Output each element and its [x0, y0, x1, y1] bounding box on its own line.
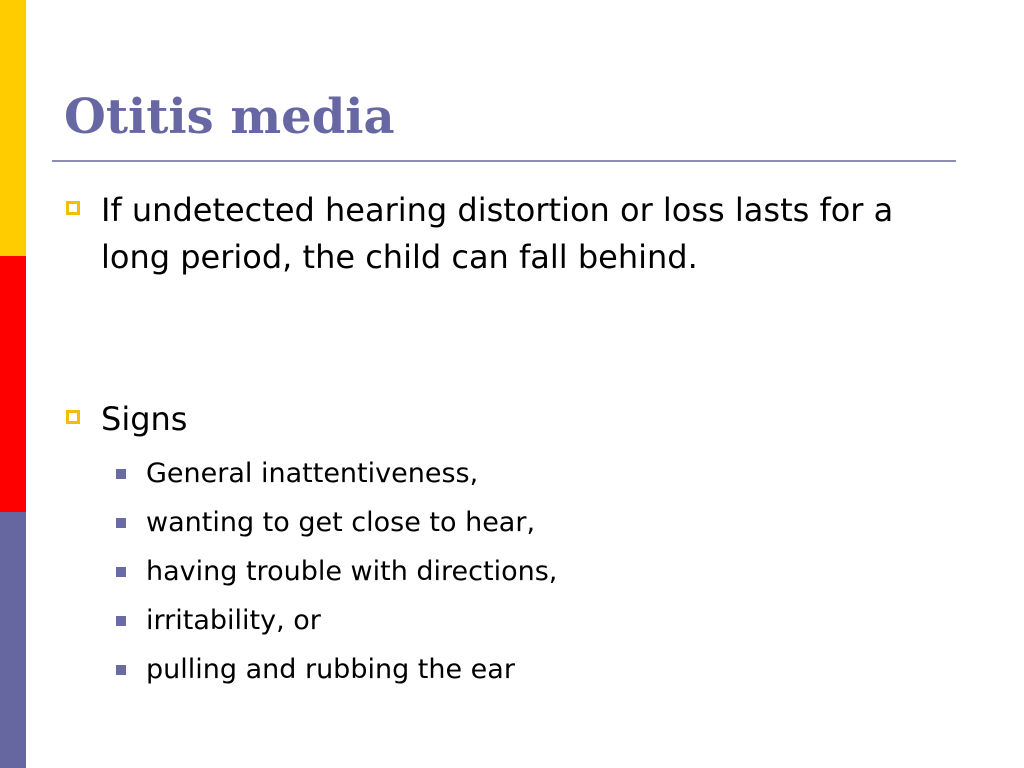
accent-segment-red: [0, 256, 26, 512]
sub-bullet-item: [116, 547, 557, 596]
filled-square-bullet-icon: [116, 469, 126, 479]
sub-bullet-text: pulling and rubbing the ear: [146, 654, 515, 685]
hollow-square-bullet-icon: [66, 410, 80, 424]
sub-bullet-item: [116, 645, 557, 694]
sub-bullet-text: wanting to get close to hear,: [146, 507, 536, 538]
bullet-item: [66, 396, 901, 443]
sub-bullet-item: [116, 498, 557, 547]
sub-bullet-item: [116, 449, 557, 498]
sub-bullet-text: irritability, or: [146, 605, 321, 636]
accent-segment-purple: [0, 512, 26, 768]
slide-title: Otitis media: [64, 89, 395, 145]
bullet-text: If undetected hearing distortion or loss lasts for a long period, the child can fall behind.: [101, 191, 894, 276]
filled-square-bullet-icon: [116, 567, 126, 577]
sub-bullet-item: [116, 596, 557, 645]
bullet-text: Signs: [101, 400, 188, 438]
accent-segment-yellow: [0, 0, 26, 256]
filled-square-bullet-icon: [116, 616, 126, 626]
filled-square-bullet-icon: [116, 518, 126, 528]
sub-bullet-text: General inattentiveness,: [146, 458, 479, 489]
hollow-square-bullet-icon: [66, 201, 80, 215]
side-accent-bar: [0, 0, 26, 768]
sub-bullet-text: having trouble with directions,: [146, 556, 558, 587]
bullet-item: [66, 187, 901, 281]
filled-square-bullet-icon: [116, 665, 126, 675]
signs-list: [116, 449, 557, 694]
title-divider: [52, 160, 956, 162]
